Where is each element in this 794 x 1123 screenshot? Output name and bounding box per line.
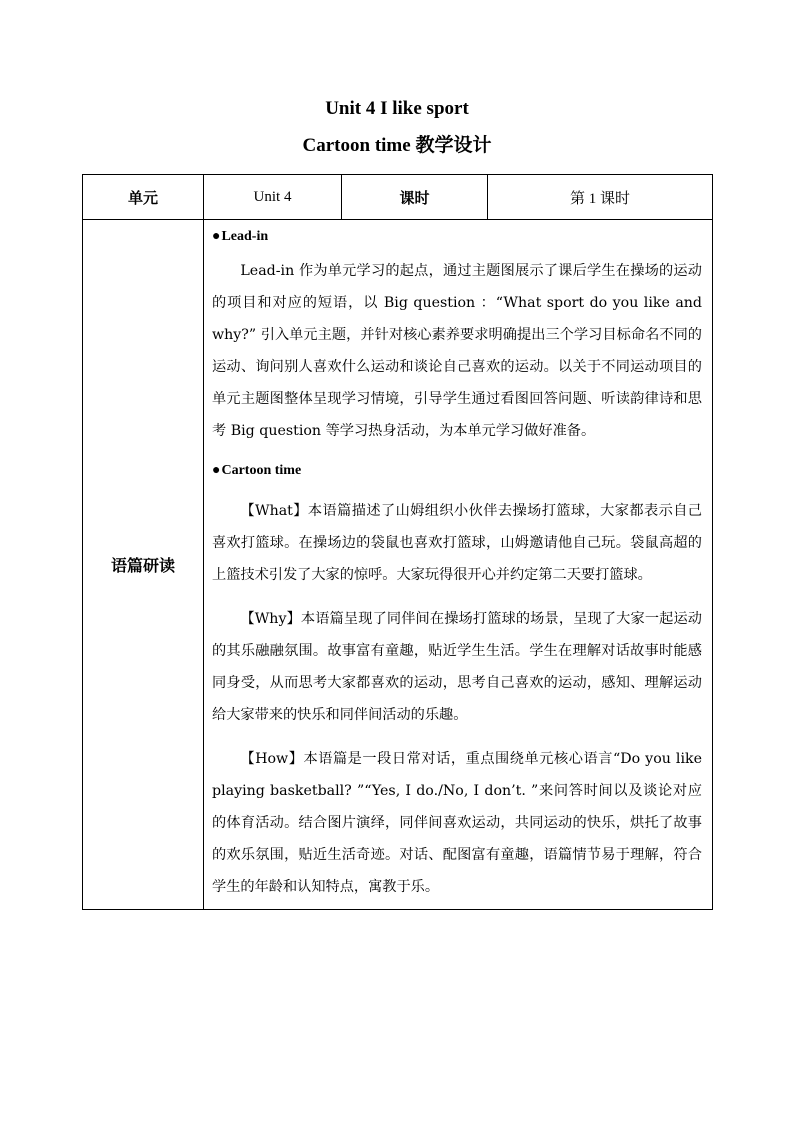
document-title: Unit 4 I like sport xyxy=(325,98,469,119)
how-paragraph: 【How】本语篇是一段日常对话，重点围绕单元核心语言“Do you like playing basketball? ”“Yes, I do./No, I don’t. ”来问答时间以及谈论对应的体育活动。结合图片演绎，同伴间喜欢运动，共同运动的快乐，烘托了故事的欢乐氛围，贴近生活奇迹。对话、配图富有童趣，语篇情节易于理解，符合学生的年龄和认知特点，寓教于乐。 xyxy=(212,751,702,895)
lesson-table xyxy=(82,174,713,910)
table-header-row xyxy=(83,175,713,220)
period-value-cell: 第 1 课时 xyxy=(488,175,713,220)
bullet-icon: ● xyxy=(212,229,221,244)
unit-value-cell: Unit 4 xyxy=(204,175,342,220)
text-analysis-row xyxy=(83,220,713,910)
bullet-icon: ● xyxy=(212,463,221,478)
section-heading-lead-in: ●Lead-in xyxy=(212,229,269,244)
unit-label-cell: 单元 xyxy=(83,175,204,220)
text-analysis-content xyxy=(204,220,713,910)
document-subtitle: Cartoon time 教学设计 xyxy=(302,135,492,156)
period-label-cell: 课时 xyxy=(342,175,488,220)
section-heading-cartoon-time: ●Cartoon time xyxy=(212,463,302,478)
what-paragraph: 【What】本语篇描述了山姆组织小伙伴去操场打篮球，大家都表示自己喜欢打篮球。在操场边的袋鼠也喜欢打篮球，山姆邀请他自己玩。袋鼠高超的上篮技术引发了大家的惊呼。大家玩得很开心并约定第二天要打篮球。 xyxy=(212,503,702,583)
text-analysis-label: 语篇研读 xyxy=(83,220,204,910)
lead-in-paragraph: Lead-in 作为单元学习的起点，通过主题图展示了课后学生在操场的运动的项目和对应的短语，以 Big question ：“What sport do you like and why?” 引入单元主题，并针对核心素养要求明确提出三个学习目标命名不同的运动、询问别人喜欢什么运动和谈论自己喜欢的运动。以关于不同运动项目的单元主题图整体呈现学习情境，引导学生通过看图回答问题、听读韵律诗和思考 Big question 等学习热身活动，为本单元学习做好准备。 xyxy=(212,263,702,439)
why-paragraph: 【Why】本语篇呈现了同伴间在操场打篮球的场景，呈现了大家一起运动的其乐融融氛围。故事富有童趣，贴近学生生活。学生在理解对话故事时能感同身受，从而思考大家都喜欢的运动，思考自己喜欢的运动，感知、理解运动给大家带来的快乐和同伴间活动的乐趣。 xyxy=(212,611,702,723)
